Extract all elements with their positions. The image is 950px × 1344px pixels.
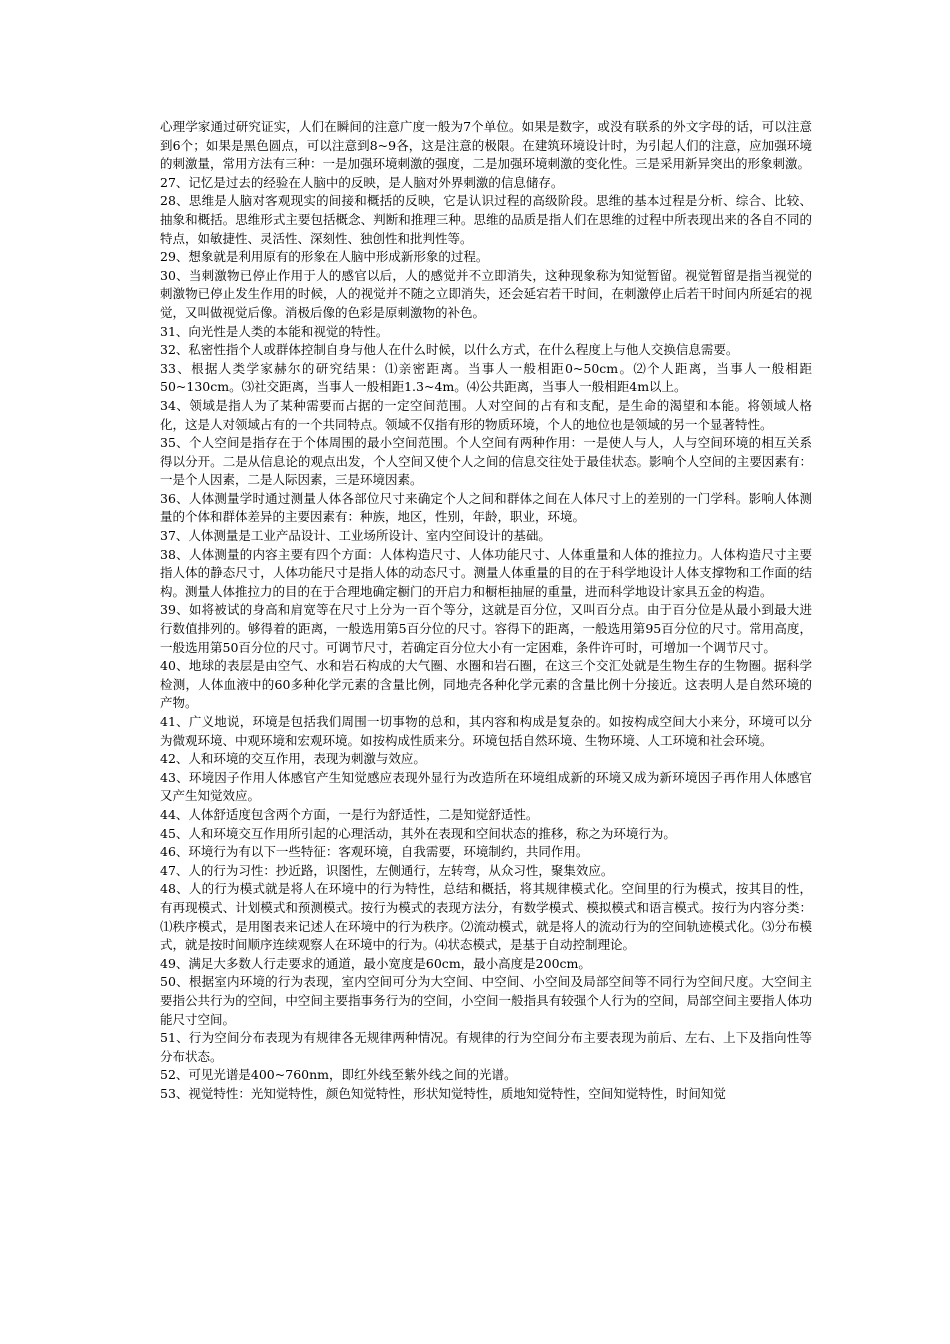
paragraph-38-measurement: 38、人体测量的内容主要有四个方面：人体构造尺寸、人体功能尺寸、人体重量和人体的推拉力。人体构造尺寸主要指人体的静态尺寸，人体功能尺寸是指人体的动态尺寸。测量人体重量的目的在于科学地设计人体支撑物和工作面的结构。测量人体推拉力的目的在于合理地确定橱门的开启力和橱柜抽屉的重量，进而科学地设计家具五金的构造。 xyxy=(160,546,812,599)
paragraph-41-environment: 41、广义地说，环境是包括我们周围一切事物的总和，其内容和构成是复杂的。如按构成空间大小来分，环境可以分为微观环境、中观环境和宏观环境。如按构成性质来分。环境包括自然环境、生物环境、人工环境和社会环境。 xyxy=(160,714,812,748)
paragraph-39-percentile: 39、如将被试的身高和肩宽等在尺寸上分为一百个等分，这就是百分位，又叫百分点。由于百分位是从最小到最大进行数值排列的。够得着的距离，一般选用第5百分位的尺寸。容得下的距离，一般选用第95百分位的尺寸。常用高度，一般选用第50百分位的尺寸。可调节尺寸，若确定百分位大小有一定困难，条件许可时，可增加一个调节尺寸。 xyxy=(160,602,812,655)
paragraph-43-factors: 43、环境因子作用人体感官产生知觉感应表现外显行为改造所在环境组成新的环境又成为新环境因子再作用人体感官又产生知觉效应。 xyxy=(160,769,812,804)
paragraph-37-design-basis: 37、人体测量是工业产品设计、工业场所设计、室内空间设计的基础。 xyxy=(160,528,551,544)
paragraph-31-phototropism: 31、向光性是人类的本能和视觉的特性。 xyxy=(160,323,389,339)
paragraph-40-biosphere: 40、地球的表层是由空气、水和岩石构成的大气圈、水圈和岩石圈，在这三个交汇处就是生物生存的生物圈。据科学检测，人体血液中的60多种化学元素的含量比例，同地壳各种化学元素的含量比例十分接近。这表明人是自然环境的产物。 xyxy=(160,658,812,711)
paragraph-45-behavior: 45、人和环境交互作用所引起的心理活动，其外在表现和空间状态的推移，称之为环境行为。 xyxy=(160,825,676,841)
paragraph-50-space-scale: 50、根据室内环境的行为表现，室内空间可分为大空间、中空间、小空间及局部空间等不同行为空间尺度。大空间主要指公共行为的空间，中空间主要指事务行为的空间，小空间一般指具有较强个人行为的空间，局部空间主要指人体功能尺寸空间。 xyxy=(160,974,812,1027)
paragraph-49-passage: 49、满足大多数人行走要求的通道，最小宽度是60cm，最小高度是200cm。 xyxy=(160,955,591,971)
paragraph-30-persistence: 30、当刺激物已停止作用于人的感官以后，人的感觉并不立即消失，这种现象称为知觉暂留。视觉暂留是指当视觉的刺激物已停止发生作用的时候，人的视觉并不随之立即消失，还会延宕若干时间，在刺激停止后若干时间内所延宕的视觉，又叫做视觉后像。消极后像的色彩是原刺激物的补色。 xyxy=(160,267,812,320)
paragraph-42-interaction: 42、人和环境的交互作用，表现为刺激与效应。 xyxy=(160,751,426,767)
paragraph-28-thinking: 28、思维是人脑对客观现实的间接和概括的反映，它是认识过程的高级阶段。思维的基本过程是分析、综合、比较、抽象和概括。思维形式主要包括概念、判断和推理三种。思维的品质是指人们在思维的过程中所表现出来的各自不同的特点，如敏捷性、灵活性、深刻性、独创性和批判性等。 xyxy=(160,193,812,246)
paragraph-47-habits: 47、人的行为习性：抄近路，识图性，左侧通行，左转弯，从众习性，聚集效应。 xyxy=(160,862,614,878)
paragraph-29-imagination: 29、想象就是利用原有的形象在人脑中形成新形象的过程。 xyxy=(160,249,489,265)
paragraph-34-territory: 34、领域是指人为了某种需要而占据的一定空间范围。人对空间的占有和支配，是生命的渴望和本能。将领域人格化，这是人对领域占有的一个共同特点。领域不仅指有形的物质环境，个人的地位也是领域的另一个显著特性。 xyxy=(160,397,812,432)
paragraph-46-features: 46、环境行为有以下一些特征：客观环境，自我需要，环境制约，共同作用。 xyxy=(160,844,589,860)
paragraph-27-memory: 27、记忆是过去的经验在人脑中的反映，是人脑对外界刺激的信息储存。 xyxy=(160,174,564,190)
paragraph-48-patterns: 48、人的行为模式就是将人在环境中的行为特性，总结和概括，将其规律模式化。空间里的行为模式，按其目的性，有再现模式、计划模式和预测模式。按行为模式的表现方法分，有数学模式、模拟模式和语言模式。按行为内容分类：⑴秩序模式，是用图表来记述人在环境中的行为秩序。⑵流动模式，就是将人的流动行为的空间轨迹模式化。⑶分布模式，就是按时间顺序连续观察人在环境中的行为。⑷状态模式，是基于自动控制理论。 xyxy=(160,881,812,953)
paragraph-53-visual: 53、视觉特性：光知觉特性，颜色知觉特性，形状知觉特性，质地知觉特性，空间知觉特性，时间知觉 xyxy=(160,1085,726,1101)
document-body xyxy=(160,118,812,1103)
paragraph-35-personal-space: 35、个人空间是指存在于个体周围的最小空间范围。个人空间有两种作用：一是使人与人，人与空间环境的相互关系得以分开。二是从信息论的观点出发，个人空间又使个人之间的信息交往处于最佳状态。影响个人空间的主要因素有：一是个人因素，二是人际因素，三是环境因素。 xyxy=(160,435,812,488)
paragraph-attention-span: 心理学家通过研究证实，人们在瞬间的注意广度一般为7个单位。如果是数字，或没有联系的外文字母的话，可以注意到6个；如果是黑色圆点，可以注意到8~9各，这是注意的极限。在建筑环境设计时，为引起人们的注意，应加强环境的刺激量，常用方法有三种：一是加强环境刺激的强度，二是加强环境刺激的变化性。三是采用新异突出的形象刺激。 xyxy=(160,119,812,172)
paragraph-51-distribution: 51、行为空间分布表现为有规律各无规律两种情况。有规律的行为空间分布主要表现为前后、左右、上下及指向性等分布状态。 xyxy=(160,1030,812,1064)
paragraph-36-anthropometry: 36、人体测量学时通过测量人体各部位尺寸来确定个人之间和群体之间在人体尺寸上的差别的一门学科。影响人体测量的个体和群体差异的主要因素有：种族，地区，性别，年龄，职业，环境。 xyxy=(160,490,812,525)
paragraph-52-spectrum: 52、可见光谱是400~760nm，即红外线至紫外线之间的光谱。 xyxy=(160,1067,517,1083)
paragraph-44-comfort: 44、人体舒适度包含两个方面，一是行为舒适性，二是知觉舒适性。 xyxy=(160,806,539,822)
paragraph-32-privacy: 32、私密性指个人或群体控制自身与他人在什么时候，以什么方式，在什么程度上与他人交换信息需要。 xyxy=(160,342,739,358)
paragraph-33-distance: 33、根据人类学家赫尔的研究结果：⑴亲密距离。当事人一般相距0~50cm。⑵个人距离，当事人一般相距50~130cm。⑶社交距离，当事人一般相距1.3~4m。⑷公共距离，当事人一般相距4m以上。 xyxy=(160,360,812,395)
